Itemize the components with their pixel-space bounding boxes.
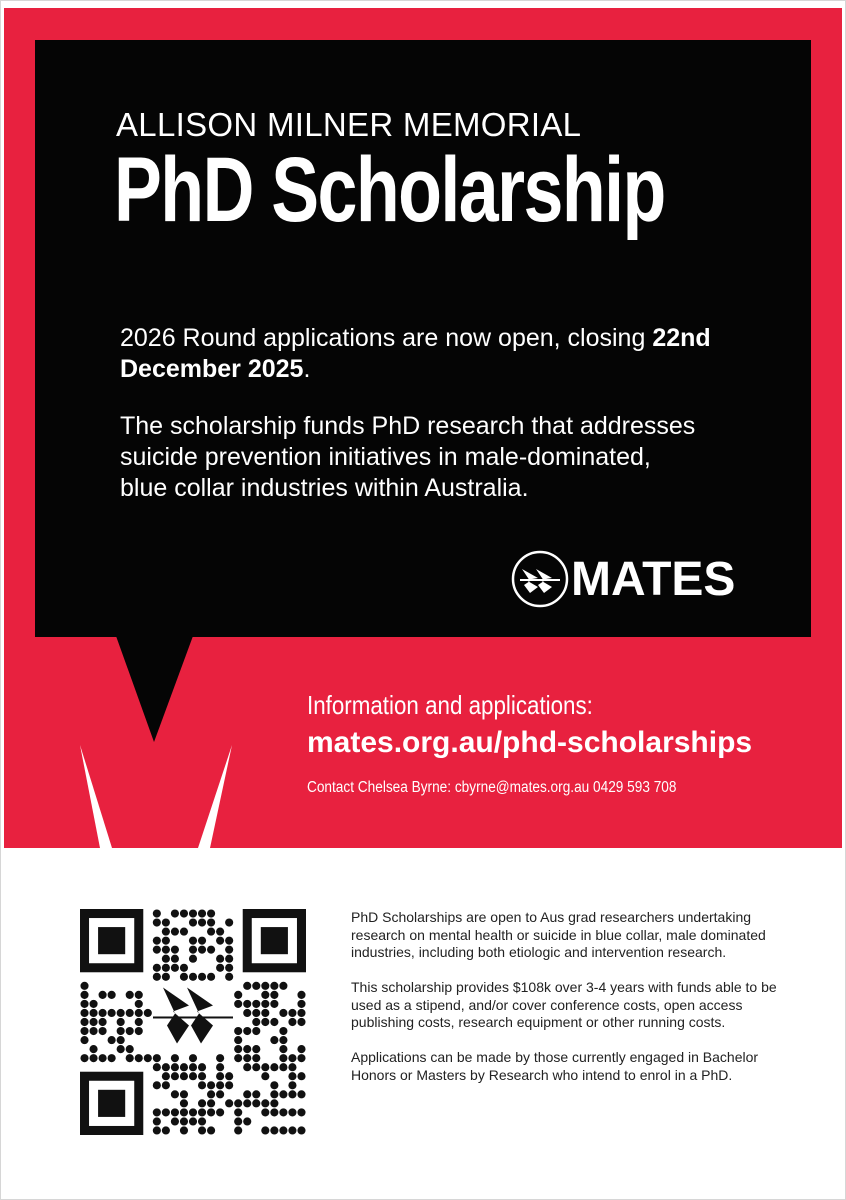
qr-code-icon[interactable] xyxy=(80,909,306,1135)
intro-text xyxy=(120,323,760,385)
mates-wordmark: MATES xyxy=(571,552,736,606)
funding-description: The scholarship funds PhD research that addresses suicide prevention initiatives in male-dominated, blue collar industries within Australia. xyxy=(120,412,696,502)
deadline-date: 22nd December 2025 xyxy=(120,324,711,383)
mates-birds-icon xyxy=(511,550,569,608)
page-title: PhD Scholarship xyxy=(114,139,665,241)
details-paragraph-applicants: Applications can be made by those currently engaged in Bachelor Honors or Masters by Research who intend to enrol in a PhD. xyxy=(351,1049,759,1083)
details-paragraph-eligibility: PhD Scholarships are open to Aus grad researchers undertaking research on mental health or suicide in blue collar, male dominated industries, including both etiologic and intervention research. xyxy=(351,909,766,960)
mates-logo xyxy=(511,549,735,609)
details-paragraph-funding: This scholarship provides $108k over 3-4 years with funds able to be used as a stipend, and/or cover conference costs, open access publishing costs, research equipment or other running costs. xyxy=(351,979,777,1030)
intro-line: 2026 Round applications are now open, closing xyxy=(120,324,653,352)
eligibility-details xyxy=(351,909,791,1102)
info-label: Information and applications: xyxy=(307,690,593,720)
eyebrow-title: ALLISON MILNER MEMORIAL xyxy=(116,106,582,143)
applications-link[interactable]: mates.org.au/phd-scholarships xyxy=(307,726,753,759)
intro-end: . xyxy=(303,355,311,383)
contact-details: Contact Chelsea Byrne: cbyrne@mates.org.au 0429 593 708 xyxy=(307,779,677,796)
